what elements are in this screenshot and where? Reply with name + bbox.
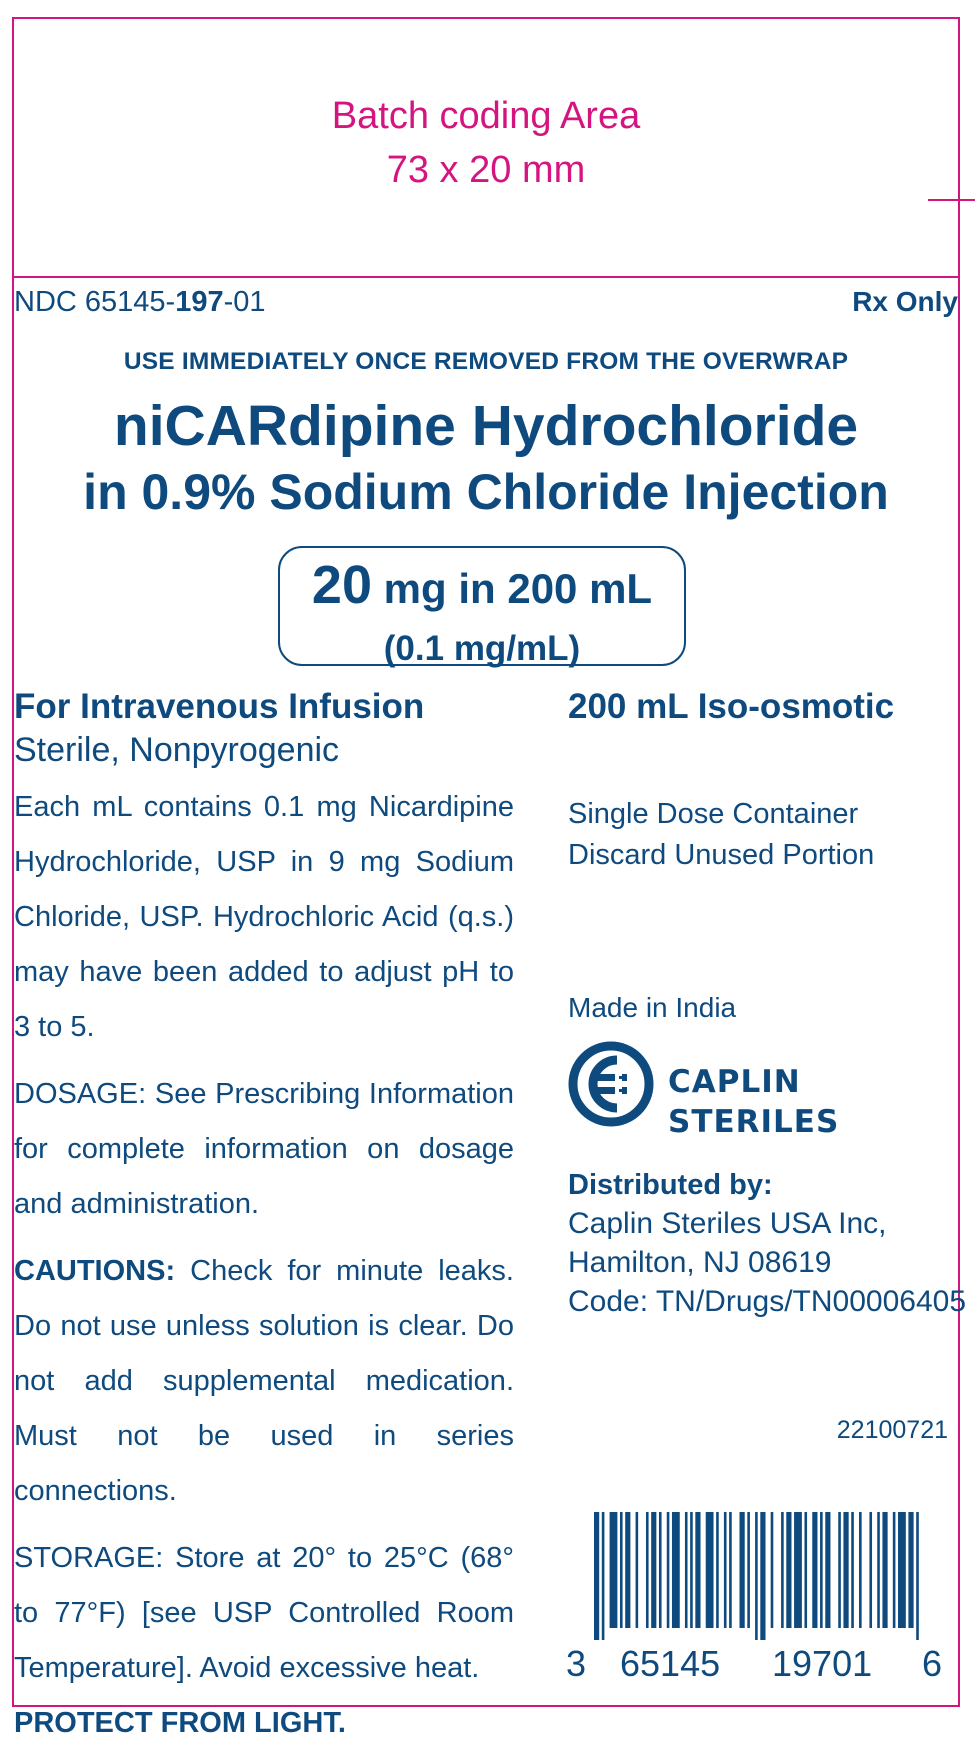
- upc-barcode-icon: [594, 1512, 924, 1640]
- ndc-code: NDC 65145-197-01: [14, 286, 266, 318]
- rx-only-label: Rx Only: [852, 286, 958, 317]
- barcode-digit-last: 6: [922, 1643, 943, 1684]
- license-code: Code: TN/Drugs/TN00006405: [568, 1285, 966, 1318]
- batch-area-size: 73 x 20 mm: [386, 149, 586, 191]
- barcode-group-1: 65145: [620, 1643, 721, 1684]
- product-title: niCARdipine Hydrochloride: [113, 394, 859, 458]
- distributed-by-heading: Distributed by:: [568, 1169, 773, 1201]
- product-subtitle: in 0.9% Sodium Chloride Injection: [83, 464, 889, 520]
- sterile-label: Sterile, Nonpyrogenic: [14, 731, 340, 769]
- barcode-group-2: 19701: [772, 1643, 873, 1684]
- batch-area-label: Batch coding Area: [331, 95, 641, 137]
- distributor-city: Hamilton, NJ 08619: [568, 1246, 832, 1279]
- cut-mark: [928, 199, 975, 201]
- cautions-label: CAUTIONS:: [14, 1255, 176, 1287]
- iso-osmotic-label: 200 mL Iso-osmotic: [568, 687, 895, 726]
- lot-code: 22100721: [836, 1416, 948, 1444]
- distributor-address: [568, 1204, 968, 1321]
- left-column: [14, 686, 514, 1751]
- contents-paragraph: Each mL contains 0.1 mg Nicardipine Hydrochloride, USP in 9 mg Sodium Chloride, USP. Hydrochloric Acid (q.s.) may have been added to adjust pH to 3 to 5.: [14, 791, 514, 1043]
- made-in-label: Made in India: [568, 992, 737, 1023]
- overwrap-warning: USE IMMEDIATELY ONCE REMOVED FROM THE OVERWRAP: [123, 348, 849, 375]
- brand-name: CAPLIN STERILES: [668, 1064, 840, 1140]
- strength-amount: 20: [311, 555, 372, 615]
- route-heading: For Intravenous Infusion: [14, 687, 425, 726]
- caplin-steriles-logo-icon: [567, 1040, 655, 1128]
- cautions-paragraph: CAUTIONS: Check for minute leaks. Do not use unless solution is clear. Do not add supplemental medication. Must not be used in series connections.: [14, 1255, 514, 1507]
- container-info: [568, 794, 968, 876]
- strength-unit: mg in 200 mL: [372, 565, 653, 612]
- dosage-paragraph: DOSAGE: See Prescribing Information for complete information on dosage and administration.: [14, 1078, 514, 1220]
- storage-paragraph: STORAGE: Store at 20° to 25°C (68° to 77°F) [see USP Controlled Room Temperature]. Avoid excessive heat. PROTECT FROM LIGHT.: [14, 1542, 514, 1739]
- single-dose-label: Single Dose Container: [568, 798, 859, 830]
- ndc-product-code: 197: [175, 286, 224, 318]
- distributor-name: Caplin Steriles USA Inc,: [568, 1207, 887, 1240]
- protect-from-light: PROTECT FROM LIGHT.: [14, 1707, 346, 1739]
- strength-concentration: (0.1 mg/mL): [383, 629, 581, 668]
- batch-area-divider: [12, 276, 960, 278]
- strength-box: [278, 546, 686, 666]
- barcode-digit-first: 3: [566, 1643, 587, 1684]
- discard-label: Discard Unused Portion: [568, 839, 875, 871]
